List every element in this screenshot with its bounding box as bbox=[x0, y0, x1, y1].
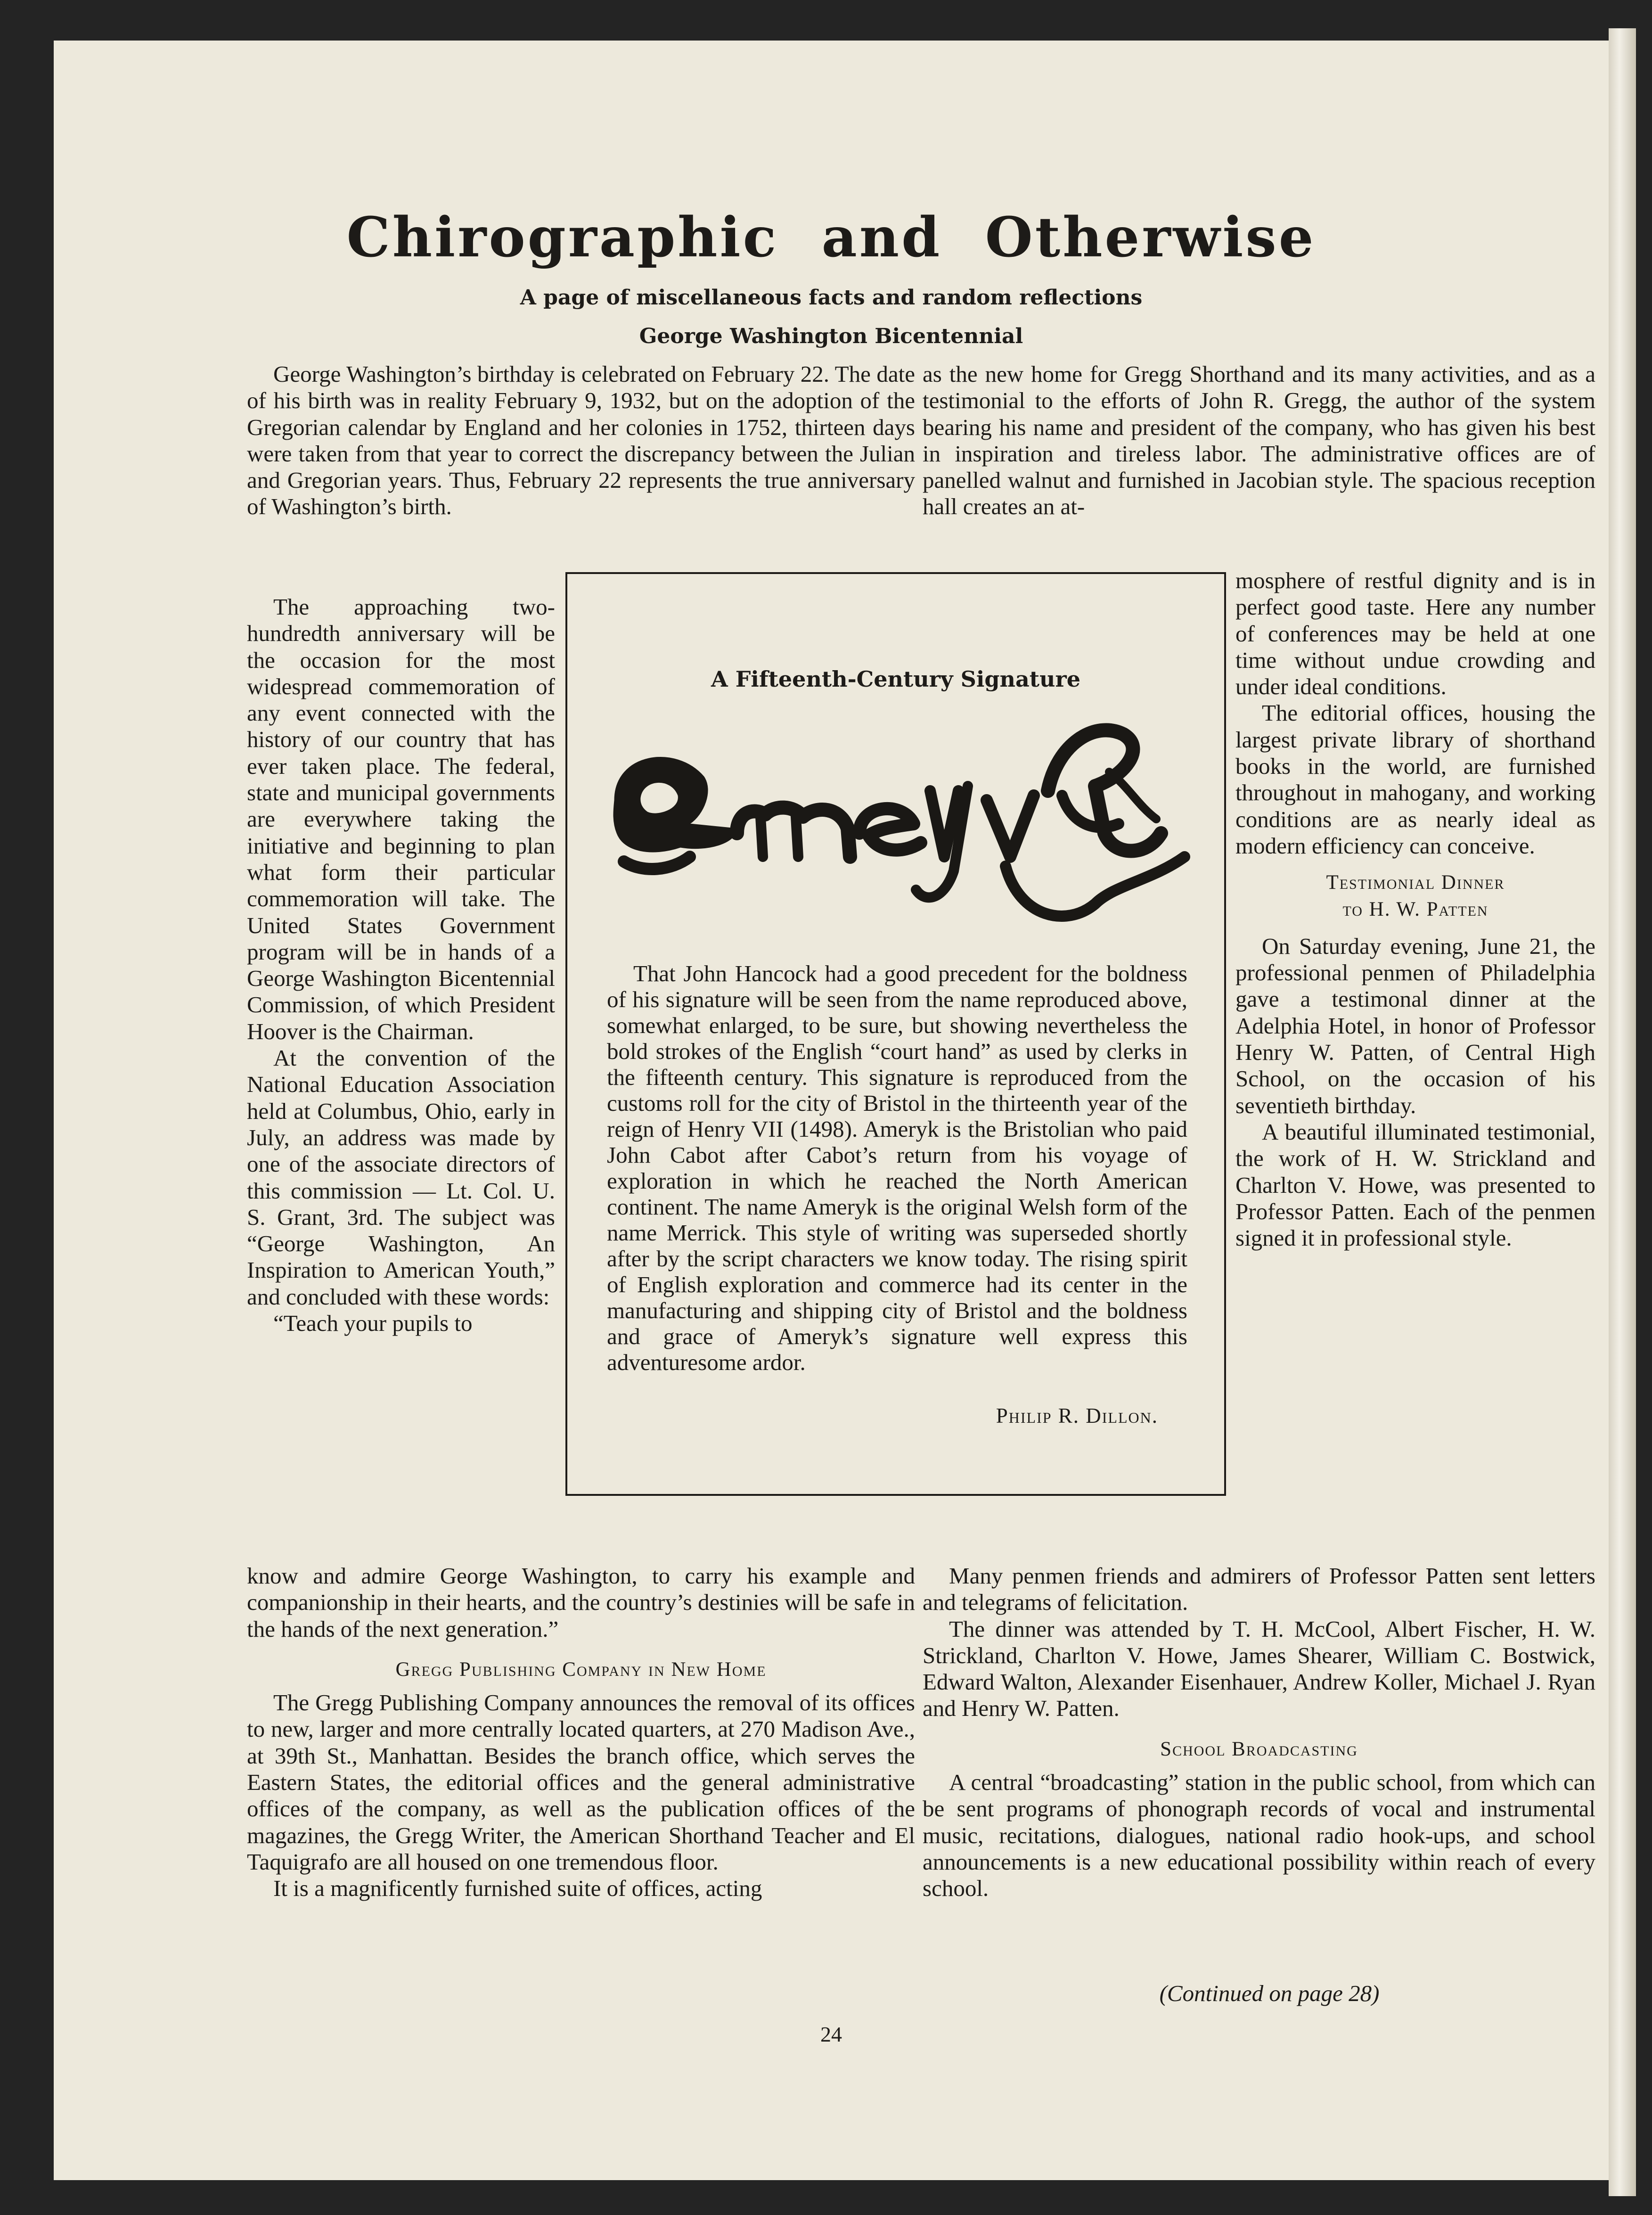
paragraph: The dinner was attended by T. H. McCool, Albert Fischer, H. W. Strickland, Charlton V. Howe, James Shearer, William C. Bostwick, Edward Walton, Alexander Eisenhauer, Andrew Koller, Michael J. Ryan and Henry W. Patten. bbox=[923, 1616, 1595, 1722]
col1-top-text bbox=[247, 361, 915, 520]
ameryk-signature-image bbox=[596, 715, 1203, 932]
paragraph: That John Hancock had a good precedent for the boldness of his signature will be seen from the name reproduced above, somewhat enlarged, to be sure, but showing nevertheless the bold strokes of the English “court hand” as used by clerks in the fifteenth century. This signature is reproduced from the customs roll for the city of Bristol in the thirteenth year of the reign of Henry VII (1498). Ameryk is the Bristolian who paid John Cabot after Cabot’s return from his voyage of exploration in which he reached the North American continent. The name Ameryk is the original Welsh form of the name Merrick. This style of writing was superseded shortly after by the script characters we know today. The rising spirit of English exploration and commerce had its center in the manufacturing and shipping city of Bristol and the boldness and grace of Ameryk’s signature well express this adventuresome ardor. bbox=[607, 960, 1187, 1375]
paragraph: know and admire George Washington, to carry his example and companionship in their hearts, and the country’s destinies will be safe in the hands of the next generation.” bbox=[247, 1563, 915, 1642]
paragraph: At the convention of the National Education Association held at Columbus, Ohio, early in July, an address was made by one of the associate directors of this commission — Lt. Col. U. S. Grant, 3rd. The subject was “George Washington, An Inspiration to American Youth,” and concluded with these words: bbox=[247, 1045, 555, 1310]
box-paragraph bbox=[607, 960, 1187, 1375]
box-author: Philip R. Dillon. bbox=[996, 1404, 1158, 1427]
page-title: Chirographic and Otherwise bbox=[346, 205, 1316, 270]
paragraph: mosphere of restful dignity and is in perfect good taste. Here any number of conferences may be held at one time without undue crowding and under ideal conditions. bbox=[1235, 567, 1595, 700]
paragraph: George Washington’s birthday is celebrated on February 22. The date of his birth was in reality February 9, 1932, but on the adoption of the Gregorian calendar by England and her colonies in 1752, thirteen days were taken from that year to correct the discrepancy between the Julian and Gregorian years. Thus, February 22 represents the true anniversary of Washington’s birth. bbox=[247, 361, 915, 520]
col2-top-text bbox=[923, 361, 1595, 520]
paragraph: as the new home for Gregg Shorthand and its many activities, and as a testimonial to the efforts of John R. Gregg, the author of the system bearing his name and president of the company, who has given his best in inspiration and tireless labor. The administrative offices are of panelled walnut and furnished in Jacobian style. The spacious reception hall creates an at- bbox=[923, 361, 1595, 520]
col1-narrow-text bbox=[247, 594, 555, 1337]
heading-gregg: Gregg Publishing Company in New Home bbox=[395, 1658, 767, 1681]
signature-box bbox=[565, 572, 1226, 1496]
section-heading-bicentennial: George Washington Bicentennial bbox=[639, 324, 1023, 348]
col1-lower-text bbox=[247, 1563, 915, 1902]
box-title: A Fifteenth-Century Signature bbox=[711, 666, 1080, 692]
page-number: 24 bbox=[820, 2022, 842, 2046]
magazine-page bbox=[54, 41, 1609, 2180]
paragraph: The editorial offices, housing the largest private library of shorthand books in the world, are furnished throughout in mahogany, and working conditions are as nearly ideal as modern efficiency can conceive. bbox=[1235, 700, 1595, 859]
paragraph: The approaching two-hundredth anniversary will be the occasion for the most widespread commemoration of any event connected with the history of our country that has ever taken place. The federal, state and municipal governments are everywhere taking the initiative and beginning to plan what form their particular commemoration will take. The United States Government program will be in hands of a George Washington Bicentennial Commission, of which President Hoover is the Chairman. bbox=[247, 594, 555, 1044]
heading-dinner-line1: Testimonial Dinner bbox=[1326, 871, 1505, 894]
col2-lower-text bbox=[923, 1563, 1595, 1902]
paragraph: Many penmen friends and admirers of Professor Patten sent letters and telegrams of felicitation. bbox=[923, 1563, 1595, 1616]
col2-narrow-text bbox=[1235, 567, 1595, 1251]
heading-dinner-line2: to H. W. Patten bbox=[1342, 898, 1488, 920]
paragraph: A central “broadcasting” station in the public school, from which can be sent programs of phonograph records of vocal and instrumental music, recitations, dialogues, national radio hook-ups, and school announcements is a new educational possibility within reach of every school. bbox=[923, 1769, 1595, 1902]
continued-note: (Continued on page 28) bbox=[1159, 1980, 1380, 2006]
paragraph: A beautiful illuminated testimonial, the work of H. W. Strickland and Charlton V. Howe, was presented to Professor Patten. Each of the penmen signed it in professional style. bbox=[1235, 1118, 1595, 1251]
heading-broadcast: School Broadcasting bbox=[1160, 1738, 1358, 1760]
paragraph: It is a magnificently furnished suite of offices, acting bbox=[273, 1875, 762, 1902]
paragraph: “Teach your pupils to bbox=[273, 1310, 473, 1337]
paragraph: On Saturday evening, June 21, the professional penmen of Philadelphia gave a testimonal dinner at the Adelphia Hotel, in honor of Professor Henry W. Patten, of Central High School, on the occasion of his seventieth birthday. bbox=[1235, 933, 1595, 1118]
page-edge bbox=[1609, 28, 1636, 2196]
paragraph: The Gregg Publishing Company announces the removal of its offices to new, larger and more centrally located quarters, at 270 Madison Ave., at 39th St., Manhattan. Besides the branch office, which serves the Eastern States, the editorial offices and the general administrative offices of the company, as well as the publication offices of the magazines, the Gregg Writer, the American Shorthand Teacher and El Taquigrafo are all housed on one tremendous floor. bbox=[247, 1690, 915, 1875]
page-subtitle: A page of miscellaneous facts and random reflections bbox=[520, 286, 1143, 310]
